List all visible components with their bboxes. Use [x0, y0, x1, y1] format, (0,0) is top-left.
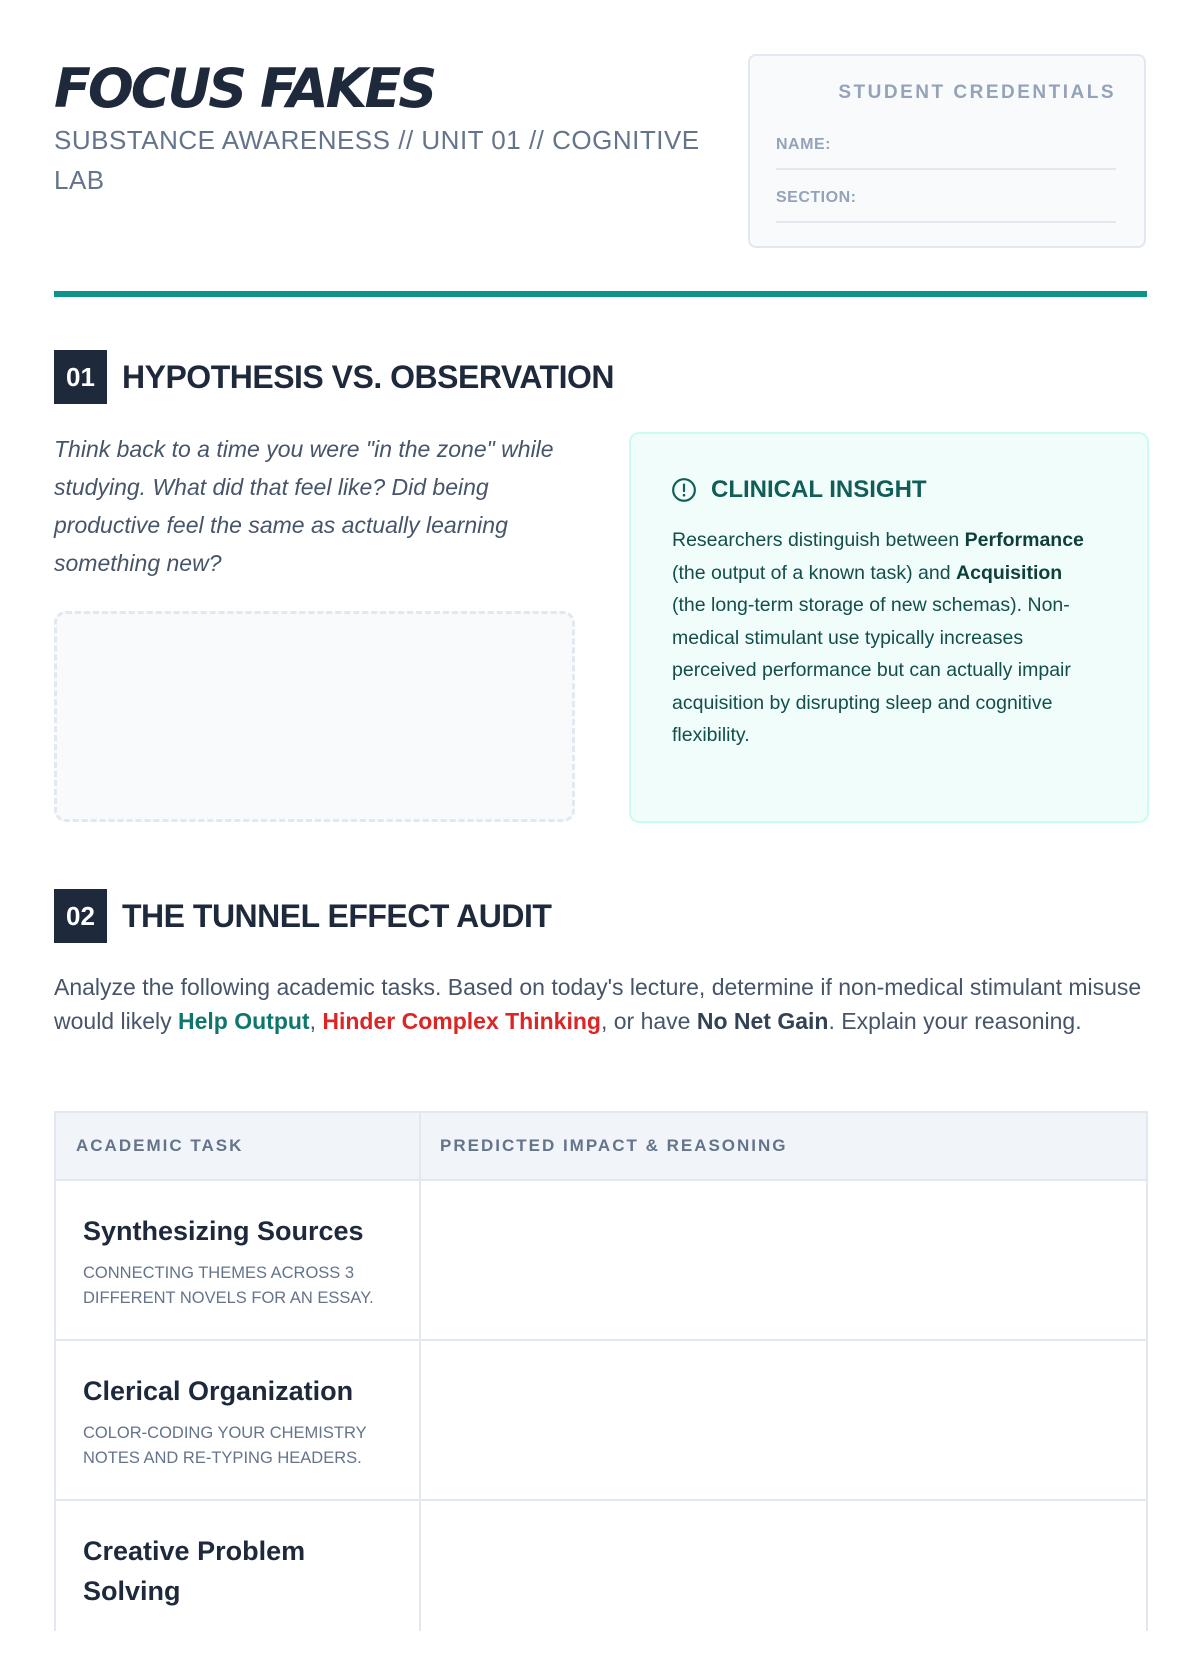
name-label: NAME:	[776, 136, 831, 153]
term-performance: Performance	[964, 529, 1084, 551]
task-name: Creative Problem Solving	[83, 1536, 306, 1606]
reflection-answer-box[interactable]	[54, 611, 575, 822]
header-divider	[54, 291, 1147, 297]
alert-circle-icon	[671, 477, 697, 503]
name-field[interactable]	[776, 136, 1116, 170]
section-label: SECTION:	[776, 189, 857, 206]
help-output-label: Help Output	[178, 1008, 310, 1034]
section-1-number: 01	[54, 350, 107, 404]
page-subtitle: SUBSTANCE AWARENESS // UNIT 01 // COGNITIVE LAB	[54, 125, 700, 195]
task-name: Synthesizing Sources	[83, 1216, 364, 1246]
task-name: Clerical Organization	[83, 1376, 354, 1406]
section-2-number: 02	[54, 889, 107, 943]
table-header-row	[56, 1113, 1146, 1181]
table-row	[56, 1501, 1146, 1659]
clinical-insight-panel	[629, 432, 1149, 823]
audit-instructions: Analyze the following academic tasks. Based on today's lecture, determine if non-medical stimulant misuse would likely Help Output, Hinder Complex Thinking, or have No Net Gain. Explain your reasoning.	[54, 974, 1142, 1034]
task-description: CONNECTING THEMES ACROSS 3 DIFFERENT NOVELS FOR AN ESSAY.	[83, 1264, 374, 1307]
task-description: COLOR-CODING YOUR CHEMISTRY NOTES AND RE-TYPING HEADERS.	[83, 1424, 367, 1467]
section-2-title: THE TUNNEL EFFECT AUDIT	[122, 898, 552, 934]
section-field[interactable]	[776, 189, 1116, 223]
page-title: FOCUS FAKES	[54, 57, 435, 120]
table-row	[56, 1181, 1146, 1341]
term-acquisition: Acquisition	[956, 561, 1063, 584]
insight-title: CLINICAL INSIGHT	[711, 476, 927, 503]
section-1-title: HYPOTHESIS VS. OBSERVATION	[122, 359, 614, 395]
hinder-thinking-label: Hinder Complex Thinking	[322, 1008, 601, 1034]
insight-text: Researchers distinguish between Performance (the output of a known task) and Acquisition (the long-term storage of new schemas). Non-medical stimulant use typically increases perceived performance but can actually impair acquisition by disrupting sleep and cognitive flexibility.	[672, 529, 1084, 746]
table-header-impact: PREDICTED IMPACT & REASONING	[440, 1136, 788, 1155]
table-header-task: ACADEMIC TASK	[76, 1136, 244, 1155]
audit-table	[54, 1111, 1148, 1631]
table-row	[56, 1341, 1146, 1501]
no-net-gain-label: No Net Gain	[696, 1008, 829, 1034]
student-credentials-box	[748, 54, 1146, 248]
credentials-title: STUDENT CREDENTIALS	[838, 82, 1116, 103]
insight-header	[671, 476, 927, 504]
reflection-prompt: Think back to a time you were "in the zone" while studying. What did that feel like? Did being productive feel the same as actually learning something new?	[54, 436, 554, 576]
